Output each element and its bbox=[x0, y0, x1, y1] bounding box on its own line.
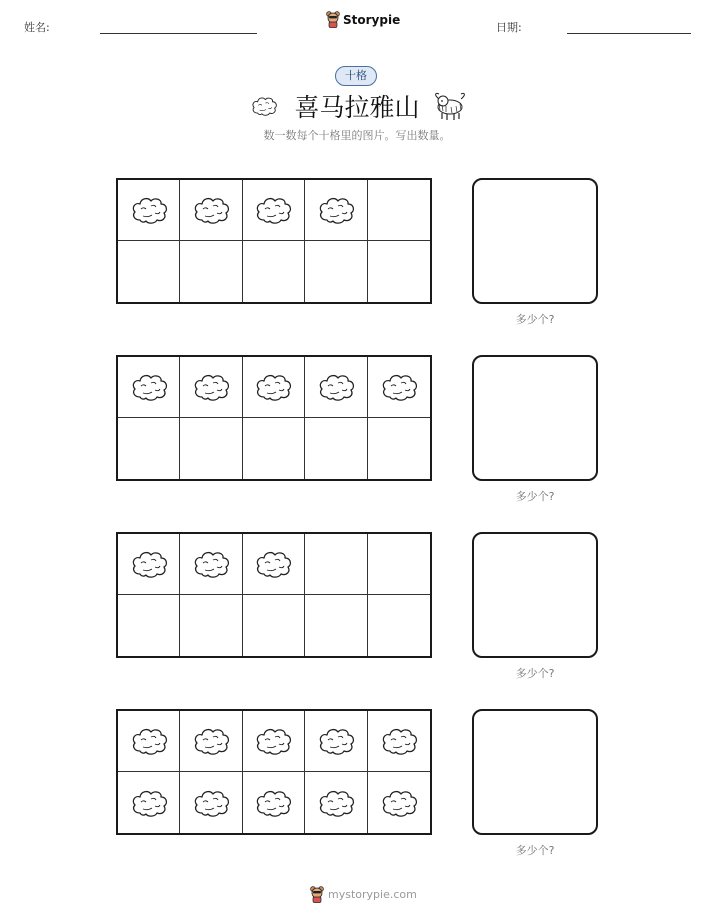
ten-frame-cell bbox=[243, 418, 305, 479]
ten-frame-cell bbox=[305, 711, 367, 772]
cloud-icon bbox=[253, 193, 293, 227]
answer-box[interactable] bbox=[472, 709, 598, 835]
cloud-icon bbox=[191, 370, 231, 404]
how-many-label: 多少个? bbox=[515, 313, 555, 326]
cloud-icon bbox=[316, 193, 356, 227]
ten-frame-cell bbox=[180, 241, 242, 302]
yak-icon bbox=[431, 90, 469, 122]
ten-frame-cell bbox=[180, 180, 242, 241]
ten-frame-cell bbox=[118, 180, 180, 241]
ten-frame bbox=[116, 532, 432, 658]
ten-frame-cell bbox=[180, 595, 242, 656]
how-many-label: 多少个? bbox=[515, 490, 555, 503]
answer-box[interactable] bbox=[472, 532, 598, 658]
cloud-icon bbox=[129, 786, 169, 820]
ten-frame-cell bbox=[118, 595, 180, 656]
how-many-label: 多少个? bbox=[515, 667, 555, 680]
ten-frame-cell bbox=[305, 241, 367, 302]
ten-frame-cell bbox=[243, 357, 305, 418]
brand-name: Storypie bbox=[343, 12, 401, 27]
date-label: 日期: bbox=[496, 21, 522, 34]
answer-box[interactable] bbox=[472, 178, 598, 304]
ten-frame-cell bbox=[305, 534, 367, 595]
page-title: 喜马拉雅山 bbox=[294, 93, 420, 122]
how-many-label: 多少个? bbox=[515, 844, 555, 857]
cloud-icon bbox=[253, 724, 293, 758]
ten-frame-cell bbox=[368, 772, 430, 833]
cloud-icon bbox=[379, 724, 419, 758]
cloud-icon bbox=[253, 370, 293, 404]
ten-frame-cell bbox=[368, 418, 430, 479]
ten-frame-cell bbox=[305, 357, 367, 418]
ten-frame-cell bbox=[180, 534, 242, 595]
ten-frame-cell bbox=[368, 534, 430, 595]
ten-frame-cell bbox=[243, 595, 305, 656]
bear-mascot-icon bbox=[310, 886, 324, 903]
cloud-icon bbox=[253, 547, 293, 581]
ten-frame-cell bbox=[180, 772, 242, 833]
ten-frame-cell bbox=[180, 357, 242, 418]
instructions: 数一数每个十格里的图片。写出数量。 bbox=[263, 129, 451, 142]
cloud-icon bbox=[316, 370, 356, 404]
ten-frame bbox=[116, 355, 432, 481]
ten-frame-cell bbox=[305, 595, 367, 656]
ten-frame bbox=[116, 178, 432, 304]
ten-frame-cell bbox=[118, 418, 180, 479]
cloud-icon bbox=[191, 786, 231, 820]
cloud-icon bbox=[191, 547, 231, 581]
cloud-icon bbox=[316, 724, 356, 758]
ten-frame-cell bbox=[180, 418, 242, 479]
ten-frame-cell bbox=[118, 357, 180, 418]
topic-badge: 十格 bbox=[335, 66, 377, 86]
cloud-icon bbox=[191, 193, 231, 227]
ten-frame-cell bbox=[305, 772, 367, 833]
name-label: 姓名: bbox=[24, 21, 50, 34]
ten-frame-cell bbox=[180, 711, 242, 772]
bear-mascot-icon bbox=[326, 11, 340, 28]
ten-frame-cell bbox=[243, 772, 305, 833]
ten-frame-cell bbox=[118, 711, 180, 772]
ten-frame-cell bbox=[118, 772, 180, 833]
ten-frame-cell bbox=[305, 180, 367, 241]
ten-frame-cell bbox=[118, 241, 180, 302]
brand-logo bbox=[326, 11, 400, 28]
footer bbox=[310, 886, 417, 903]
ten-frame-cell bbox=[368, 711, 430, 772]
cloud-icon bbox=[129, 724, 169, 758]
name-line[interactable] bbox=[100, 33, 257, 34]
ten-frame-cell bbox=[243, 711, 305, 772]
ten-frame-cell bbox=[368, 180, 430, 241]
cloud-icon bbox=[379, 786, 419, 820]
ten-frame-cell bbox=[368, 357, 430, 418]
cloud-icon bbox=[129, 547, 169, 581]
cloud-icon bbox=[129, 370, 169, 404]
ten-frame-cell bbox=[243, 241, 305, 302]
ten-frame-cell bbox=[305, 418, 367, 479]
date-line[interactable] bbox=[567, 33, 691, 34]
ten-frame-cell bbox=[368, 241, 430, 302]
cloud-icon bbox=[379, 370, 419, 404]
ten-frame-cell bbox=[368, 595, 430, 656]
footer-url: mystorypie.com bbox=[328, 888, 417, 901]
cloud-icon bbox=[253, 786, 293, 820]
ten-frame-cell bbox=[243, 534, 305, 595]
ten-frame bbox=[116, 709, 432, 835]
ten-frame-cell bbox=[118, 534, 180, 595]
cloud-icon bbox=[316, 786, 356, 820]
cloud-icon bbox=[191, 724, 231, 758]
answer-box[interactable] bbox=[472, 355, 598, 481]
ten-frame-cell bbox=[243, 180, 305, 241]
cloud-icon bbox=[129, 193, 169, 227]
cloud-icon bbox=[249, 94, 279, 118]
